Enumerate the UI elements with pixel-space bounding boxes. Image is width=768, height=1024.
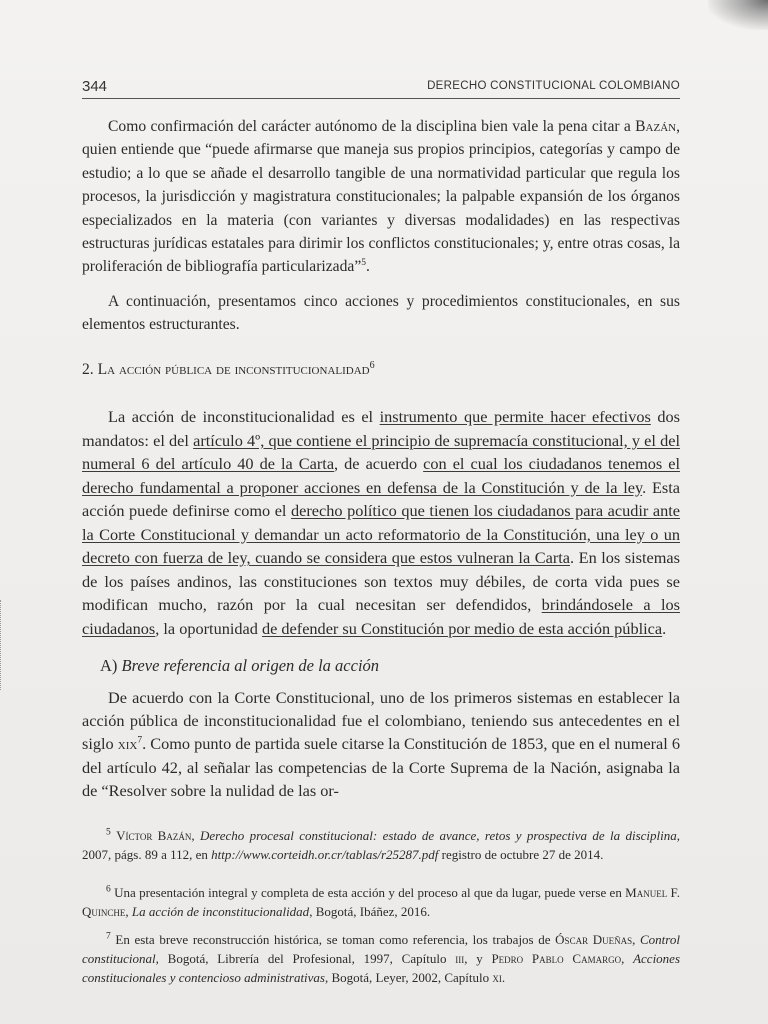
fn5-author: Víctor Bazán [116, 828, 192, 843]
p3-underline-h: derecho político que tienen los ciudadanos para acudir ante la Corte Constitucional y demandar un acto reformatorio de la Constitución, una ley o un decreto con fuerza de ley, cuando se considera que estos vulneran la Carta [82, 501, 681, 567]
fn7-number: 7 [106, 931, 111, 942]
p4-text-a: De acuerdo con la Corte Constitucional, uno de los primeros sistemas en establecer la acción pública de inconstitucionalidad fue el colombiano, teniendo sus antecedentes en el siglo [82, 688, 680, 754]
p1-end: . [366, 258, 370, 276]
p1-author: Bazán [635, 118, 677, 135]
fn7-text: En esta breve reconstrucción histórica, se toman como referencia, los trabajos de [110, 932, 556, 947]
fn6-text: Una presentación integral y completa de esta acción y del proceso al que da lugar, puede verse en [110, 885, 626, 900]
section-heading [82, 361, 375, 379]
p3-underline-b: instrumento que permite hacer efectivos [379, 407, 651, 426]
fn7-end: , Bogotá, Leyer, 2002, Capítulo [325, 970, 493, 985]
footnote-ref-7: 7 [137, 735, 143, 746]
p1-text-b: , quien entiende que “puede afirmarse que maneja sus propios principios, categorías y campo de estudio; a lo que se añade el desarrollo tangible de una normatividad particular que regula los procesos, la jurisdicción y magistratura constitucionales; la palpable expansión de los órganos especializados en la materia (con variantes y diversas modalidades) en las respectivas estructuras jurídicas estatales para dirimir los conflictos constitucionales; y, entre otras cosas, la proliferación de bibliografía particularizada” [82, 118, 680, 276]
section-title: La acción pública de inconstitucionalidad [97, 361, 370, 378]
p3-e: , de acuerdo [334, 454, 424, 473]
fn7-chapter-2: xi [492, 970, 502, 985]
section-number: 2. [82, 361, 94, 378]
p4-century: xix [117, 734, 138, 754]
paragraph-intro: A continuación, presentamos cinco acciones y procedimientos constitucionales, en sus elementos estructurantes. [82, 293, 680, 334]
footnote-ref-6: 6 [369, 359, 375, 371]
fn7-chapter-1: iii [455, 951, 465, 966]
running-title: DERECHO CONSTITUCIONAL COLOMBIANO [427, 80, 680, 92]
paragraph-origin [82, 686, 680, 802]
fn5-title: Derecho procesal constitucional: estado de avance, retos y prospectiva de la disciplina [199, 828, 677, 843]
fn5-number: 5 [106, 827, 111, 838]
footnote-5 [82, 826, 680, 864]
p3-c: dos mandatos: el del [82, 407, 680, 450]
paragraph-definition [82, 405, 680, 640]
fn7-sep-1: , [632, 932, 641, 947]
fn6-number: 6 [106, 884, 111, 895]
fn5-end: registro de octubre 27 de 2014. [438, 847, 604, 862]
p3-underline-j: brindándosele a los ciudadanos [82, 595, 681, 638]
fn6-author: Manuel F. Quinche [82, 885, 681, 919]
fn7-title-1: Control constitucional [82, 932, 680, 966]
p3-underline-d: artículo 4º, que contiene el principio de supremacía constitucional, y el del numeral 6 del artículo 40 de la Carta [82, 430, 680, 473]
fn7-title-2: Acciones constitucionales y contencioso administrativas [82, 951, 681, 985]
fn7-author-1: Óscar Dueñas [555, 932, 633, 947]
subsection-title: Breve referencia al origen de la acción [121, 656, 380, 675]
p3-underline-l: de defender su Constitución por medio de esta acción pública [261, 618, 663, 638]
footnote-6 [82, 883, 680, 921]
page-corner-shadow [708, 0, 768, 30]
fn7-mid: , Bogotá, Librería del Profesional, 1997, Capítulo [155, 951, 456, 966]
paragraph-autonomy [82, 115, 680, 279]
fn6-sep: , [125, 904, 132, 919]
fn6-title: La acción de inconstitucionalidad [131, 904, 310, 919]
fn7-author-2: Pedro Pablo Camargo [491, 951, 622, 966]
fn7-and: , y [464, 951, 492, 966]
fn7-final: . [501, 970, 506, 985]
subsection-heading [100, 656, 379, 676]
footnote-7 [82, 930, 680, 987]
page-number: 344 [82, 78, 108, 95]
margin-marks [0, 600, 7, 690]
p3-g: . Esta acción puede definirse como el [82, 477, 680, 520]
fn5-mid: , 2007, págs. 89 a 112, en [82, 828, 681, 862]
p1-text-a: Como confirmación del carácter autónomo de la disciplina bien vale la pena citar a [108, 118, 636, 135]
page-header [82, 76, 680, 99]
footnote-ref-5: 5 [361, 258, 366, 269]
fn6-end: , Bogotá, Ibáñez, 2016. [309, 904, 431, 919]
p4-text-b: . Como punto de partida suele citarse la Constitución de 1853, que en el numeral 6 del artículo 42, al señalar las competencias de la Corte Suprema de la Nación, asignaba la de “Resolver sobre la nulidad de las or- [82, 734, 680, 800]
fn5-url: http://www.corteidh.or.cr/tablas/r25287.pdf [211, 847, 439, 862]
p3-a: La acción de inconstitucionalidad es el [108, 407, 380, 426]
subsection-letter: A) [100, 656, 118, 675]
p3-m: . [662, 618, 667, 638]
fn7-sep-2: , [621, 951, 634, 966]
p3-underline-f: con el cual los ciudadanos tenemos el derecho fundamental a proponer acciones en defensa de la Constitución y de la ley [82, 454, 681, 497]
p3-k: , la oportunidad [155, 618, 262, 638]
p3-i: . En los sistemas de los países andinos, las constituciones son textos muy débiles, de corta vida pues se modifican mucho, razón por la cual necesitan ser defendidos, [82, 548, 680, 614]
fn5-sep: , [191, 828, 200, 843]
